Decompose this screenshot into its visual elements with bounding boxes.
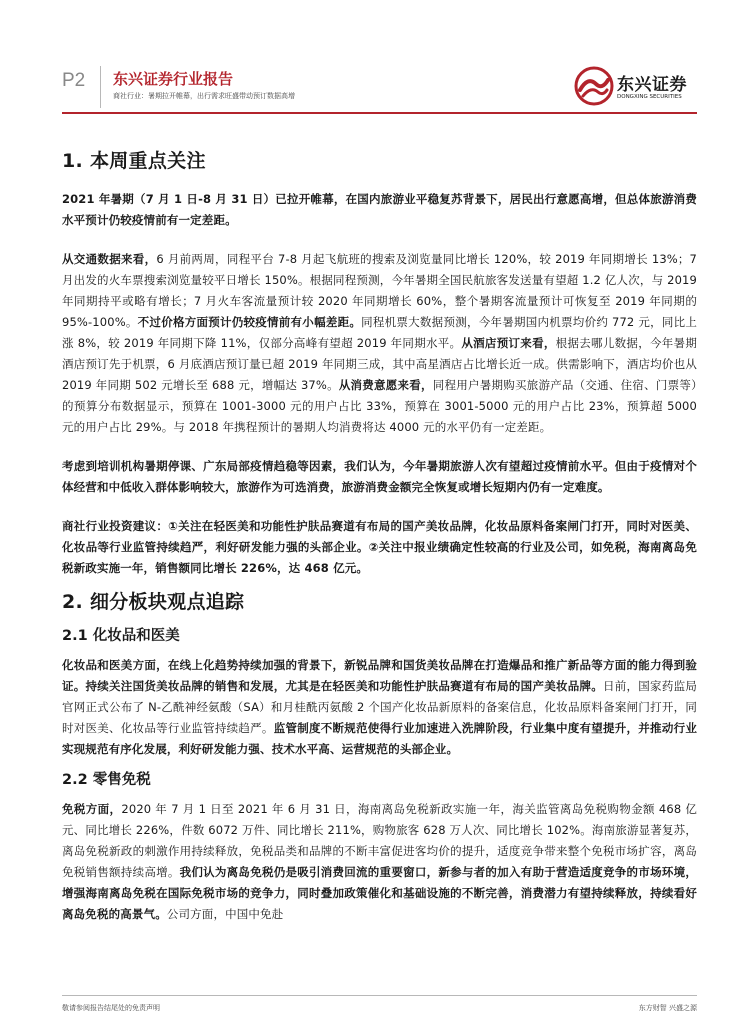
price-note: 不过价格方面预计仍较疫情前有小幅差距。 [137,315,362,329]
section-2-2-heading: 2.2 零售免税 [62,772,151,788]
header-rule [62,112,697,114]
section-1-intro [62,189,697,231]
disclaimer-note: 敬请参阅报告结尾处的免责声明 [62,1004,160,1012]
page-footer [62,995,697,1015]
logo-text-en: DONGXING SECURITIES [617,94,682,100]
lead-consumption: 从消费意愿来看， [338,378,433,392]
lead-hotel: 从酒店预订来看， [461,336,556,350]
section-1-outlook [62,456,697,498]
page-number: P2 [62,70,86,91]
report-title: 东兴证券行业报告 [113,70,234,88]
section-2-heading: 2. 细分板块观点追踪 [62,591,245,613]
transport-text: 6 月前两周，同程平台 7-8 月起飞航班的搜索及浏览量同比增长 120%，较 2019 年同期增长 13%；7 月出发的火车票搜索浏览量较平日增长 150%。根据同程预测，今年暑期全国民航旅客发送量有望超 1.2 亿人次，与 2019 年同期持平或略有增长；7 月火车客流量预计较 2020 年同期增长 60%，整个暑期客流量预计可恢复至 2019 年同期的 95%-100%。 [62,252,698,329]
section-1-data-paragraph [62,249,697,438]
duty-free-view: 我们认为离岛免税仍是吸引消费回流的重要窗口，新参与者的加入有助于营造适度竞争的市场环境，增强海南离岛免税在国际免税市场的竞争力，同时叠加政策催化和基础设施的不断完善，消费潜力有望持续释放，持续看好离岛免税的高景气。 [62,865,697,921]
cosmetics-paragraph [62,655,697,760]
company-logo [574,66,699,106]
logo-mark-icon [574,66,614,106]
page-header [0,0,755,115]
duty-free-paragraph [62,799,697,925]
section-2-1-heading: 2.1 化妆品和医美 [62,628,180,644]
cosmetics-conclusion: 监管制度不断规范使得行业加速进入洗牌阶段，行业集中度有望提升，并推动行业实现规范有序化发展，利好研发能力强、技术水平高、运营规范的头部企业。 [62,721,697,756]
airfare-text: 同程机票大数据预测，今年暑期国内机票均价约 772 元，同比上涨 8%，较 2019 年同期下降 11%，仅部分高峰有望超 2019 年同期水平。 [62,315,698,350]
consumption-text: 同程用户暑期购买旅游产品（交通、住宿、门票等）的预算分布数据显示，预算在 1001-3000 元的用户占比 33%，预算在 3001-5000 元的用户占比 23%，预算超 5000 元的用户占比 29%。与 2018 年携程预计的暑期人均消费将达 4000 元的水平仍有一定差距。 [62,378,697,434]
hotel-text: 根据去哪儿数据，今年暑期酒店预订先于机票，6 月底酒店预订量已超 2019 年同期三成，其中高星酒店占比增长近一成。供需影响下，酒店均价也从 2019 年同期 502 元增长至 688 元，增幅达 37%。 [62,336,697,392]
report-subtitle: 商社行业：暑期拉开帷幕，出行需求旺盛带动预订数据高增 [113,92,295,100]
cosmetics-lead: 化妆品和医美方面，在线上化趋势持续加强的背景下，新锐品牌和国货美妆品牌在打造爆品和推广新品等方面的能力得到验证。持续关注国货美妆品牌的销售和发展，尤其是在轻医美和功能性护肤品赛道有布局的国产美妆品牌。 [62,658,697,693]
lead-transport: 从交通数据来看， [62,252,157,266]
logo-text-cn: 东兴证券 [617,75,687,95]
document-body [62,146,697,933]
cosmetics-text: 日前，国家药监局官网正式公布了 N-乙酰神经氨酸（SA）和月桂酰丙氨酸 2 个国产化妆品新原料的备案信息，化妆品原料备案闸门打开，同时对医美、化妆品等行业监管持续趋严。 [62,679,697,735]
header-divider [100,66,101,108]
investment-advice [62,516,697,579]
section-1-heading: 1. 本周重点关注 [62,150,206,172]
duty-free-text: 2020 年 7 月 1 日至 2021 年 6 月 31 日，海南离岛免税新政实施一年，海关监管离岛免税购物金额 468 亿元、同比增长 226%，件数 6072 万件、同比增长 211%，购物旅客 628 万人次、同比增长 102%。海南旅游显著复苏，离岛免税新政的刺激作用持续释放，免税品类和品牌的不断丰富促进客均价的提升，适度竞争带来整个免税市场扩容，离岛免税销售额持续高增。 [62,802,697,879]
intro-text: 2021 年暑期（7 月 1 日-8 月 31 日）已拉开帷幕，在国内旅游业平稳复苏背景下，居民出行意愿高增，但总体旅游消费水平预计仍较疫情前有一定差距。 [62,192,697,227]
investment-advice-text: 商社行业投资建议：①关注在轻医美和功能性护肤品赛道有布局的国产美妆品牌，化妆品原料备案闸门打开，同时对医美、化妆品等行业监管持续趋严，利好研发能力强的头部企业。②关注中报业绩确定性较高的行业及公司，如免税，海南离岛免税新政实施一年，销售额同比增长 226%，达 468 亿元。 [62,519,697,575]
duty-free-lead: 免税方面， [62,802,122,816]
company-text: 公司方面，中国中免赴 [166,907,284,921]
outlook-text: 考虑到培训机构暑期停课、广东局部疫情趋稳等因素，我们认为，今年暑期旅游人次有望超过疫情前水平。但由于疫情对个体经营和中低收入群体影响较大，旅游作为可选消费，旅游消费金额完全恢复或增长短期内仍有一定难度。 [62,459,697,494]
company-slogan: 东方财智 兴盛之源 [638,1004,697,1012]
